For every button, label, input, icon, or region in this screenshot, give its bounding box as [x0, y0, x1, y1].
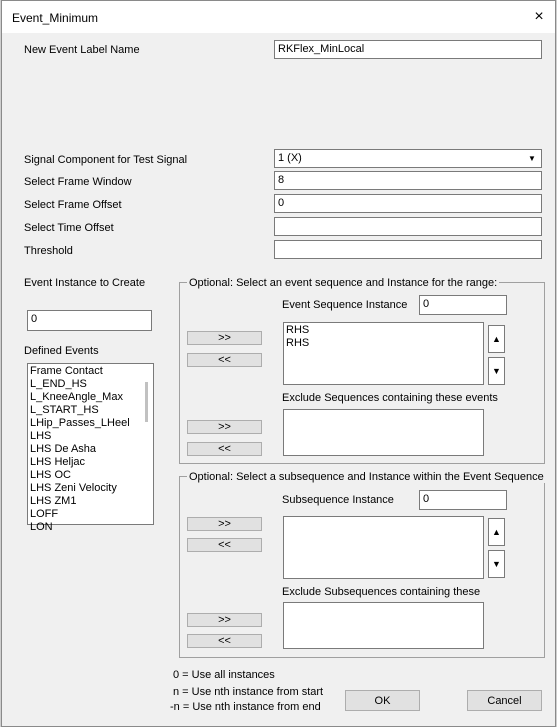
add-subsequence-button[interactable]: >>: [187, 517, 262, 531]
remove-sequence-button[interactable]: <<: [187, 353, 262, 367]
signal-component-value: 1 (X): [278, 152, 302, 164]
signal-component-label: Signal Component for Test Signal: [24, 154, 188, 166]
legend-nth-from-start: n = Use nth instance from start: [173, 686, 324, 698]
defined-events-label: Defined Events: [24, 345, 99, 357]
list-item[interactable]: L_START_HS: [30, 404, 99, 416]
frame-offset-label: Select Frame Offset: [24, 199, 122, 211]
list-item[interactable]: LOFF: [30, 508, 59, 520]
move-up-icon[interactable]: ▲: [488, 518, 505, 546]
legend-all-instances: 0 = Use all instances: [173, 669, 275, 681]
new-label-name-input[interactable]: RKFlex_MinLocal: [274, 40, 542, 59]
exclude-subsequences-label: Exclude Subsequences containing these: [282, 586, 481, 598]
event-minimum-dialog: [1, 0, 556, 727]
remove-exclude-sequence-button[interactable]: <<: [187, 442, 262, 456]
frame-window-input[interactable]: 8: [274, 171, 542, 190]
event-sequence-list[interactable]: [283, 322, 484, 385]
subsequence-group-title: Optional: Select a subsequence and Instance within the Event Sequence: [189, 471, 544, 483]
close-icon[interactable]: ×: [534, 8, 544, 25]
list-item[interactable]: RHS: [286, 337, 310, 349]
list-item[interactable]: Frame Contact: [30, 365, 103, 377]
list-item[interactable]: LHS De Asha: [30, 443, 97, 455]
list-item[interactable]: LHS Zeni Velocity: [30, 482, 117, 494]
list-item[interactable]: LON: [30, 521, 53, 533]
list-item[interactable]: LHS ZM1: [30, 495, 77, 507]
cancel-button[interactable]: Cancel: [467, 690, 542, 711]
remove-exclude-subsequence-button[interactable]: <<: [187, 634, 262, 648]
move-down-icon[interactable]: ▼: [488, 550, 505, 578]
event-sequence-instance-label: Event Sequence Instance: [282, 299, 408, 311]
add-sequence-button[interactable]: >>: [187, 331, 262, 345]
subsequence-instance-label: Subsequence Instance: [282, 494, 394, 506]
move-up-icon[interactable]: ▲: [488, 325, 505, 353]
add-exclude-subsequence-button[interactable]: >>: [187, 613, 262, 627]
exclude-sequences-label: Exclude Sequences containing these events: [282, 392, 498, 404]
list-item[interactable]: L_KneeAngle_Max: [30, 391, 123, 403]
event-sequence-group-title: Optional: Select an event sequence and Instance for the range:: [189, 277, 498, 289]
list-item[interactable]: LHS OC: [30, 469, 71, 481]
defined-events-list[interactable]: [27, 363, 154, 533]
list-item[interactable]: LHS: [30, 430, 52, 442]
ok-button[interactable]: OK: [345, 690, 420, 711]
list-item[interactable]: LHip_Passes_LHeel: [30, 417, 130, 429]
scrollbar-thumb[interactable]: [145, 382, 148, 422]
add-exclude-sequence-button[interactable]: >>: [187, 420, 262, 434]
subsequence-list[interactable]: [283, 516, 484, 579]
list-item[interactable]: L_END_HS: [30, 378, 87, 390]
threshold-input[interactable]: [274, 240, 542, 259]
remove-subsequence-button[interactable]: <<: [187, 538, 262, 552]
signal-component-select[interactable]: [274, 149, 542, 168]
frame-offset-input[interactable]: 0: [274, 194, 542, 213]
frame-window-label: Select Frame Window: [24, 176, 132, 188]
list-item[interactable]: RHS: [286, 324, 310, 336]
event-instance-label: Event Instance to Create: [24, 277, 146, 289]
exclude-sequences-list[interactable]: [283, 409, 484, 456]
event-instance-input[interactable]: 0: [27, 310, 152, 331]
time-offset-input[interactable]: [274, 217, 542, 236]
threshold-label: Threshold: [24, 245, 73, 257]
subsequence-instance-input[interactable]: 0: [419, 490, 507, 510]
legend-nth-from-end: -n = Use nth instance from end: [170, 701, 321, 713]
exclude-subsequences-list[interactable]: [283, 602, 484, 649]
window-title: Event_Minimum: [12, 11, 99, 25]
new-label-name-label: New Event Label Name: [24, 44, 140, 56]
title-bar: [2, 1, 555, 33]
chevron-down-icon[interactable]: ▼: [524, 151, 540, 167]
move-down-icon[interactable]: ▼: [488, 357, 505, 385]
event-sequence-instance-input[interactable]: 0: [419, 295, 507, 315]
time-offset-label: Select Time Offset: [24, 222, 114, 234]
list-item[interactable]: LHS Heljac: [30, 456, 86, 468]
